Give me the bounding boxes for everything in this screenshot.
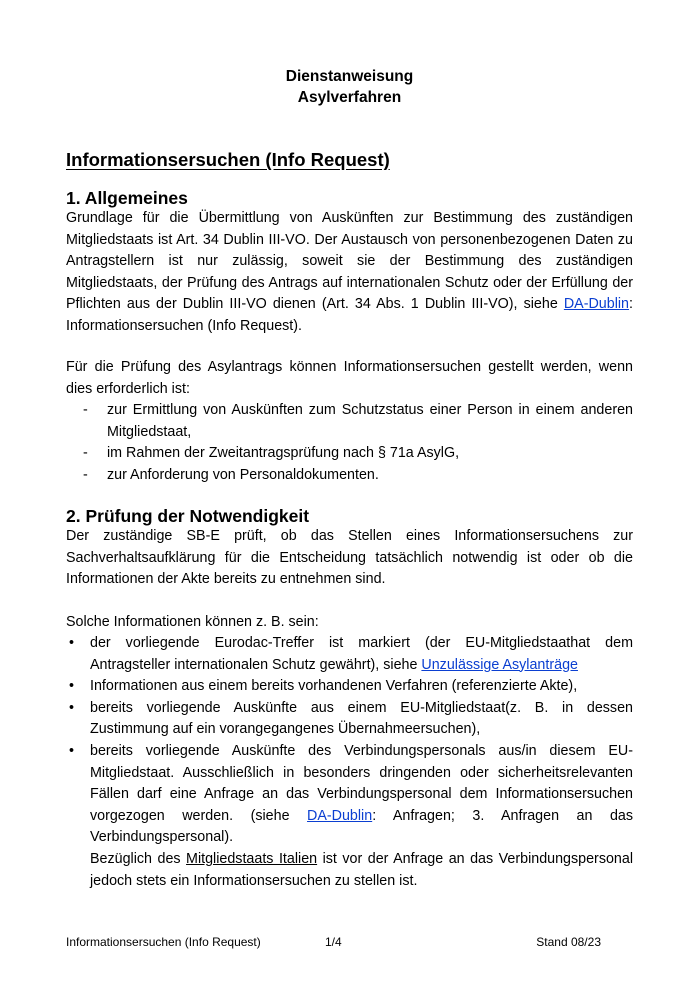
list-item-text: zur Anforderung von Personaldokumenten. bbox=[107, 466, 379, 483]
heading-pruefung-notwendigkeit: 2. Prüfung der Notwendigkeit bbox=[66, 506, 310, 526]
dash-list bbox=[66, 400, 633, 486]
list-item-continuation-pre: Bezüglich des bbox=[90, 850, 187, 867]
list-item-text: bereits vorliegende Auskünfte aus einem EU-Mitgliedstaat(z. B. in dessen Zustimmung auf ein vorangegangenes Übernahmeersuchen), bbox=[90, 699, 633, 738]
list-item-tail: : Anfragen; 3. Anfragen an das Verbindungspersonal). bbox=[90, 807, 633, 846]
document-header bbox=[66, 66, 633, 108]
header-line-2: Asylverfahren bbox=[297, 89, 402, 106]
list-item-text: der vorliegende Eurodac-Treffer ist markiert (der EU-Mitgliedstaathat dem Antragsteller internationalen Schutz gewährt), siehe bbox=[90, 635, 633, 673]
paragraph-sb-e-prueft: Der zuständige SB-E prüft, ob das Stellen eines Informationsersuchens zur Sachverhaltsaufklärung für die Entscheidung tatsächlich notwendig ist oder ob die Informationen der Akte bereits zu entnehmen sind. bbox=[66, 528, 633, 588]
bullet-marker: • bbox=[69, 635, 75, 651]
link-da-dublin-1[interactable]: DA-Dublin bbox=[563, 296, 630, 313]
list-item bbox=[66, 465, 633, 487]
list-item-text: bereits vorliegende Auskünfte des Verbindungspersonals aus/in diesem EU-Mitgliedstaat. Ausschließlich in besonders dringenden oder sicherheitsrelevanten Fällen darf eine Anfrage an das Verbindungspersonal dem Informationsersuchen vorgezogen werden. (siehe bbox=[90, 742, 633, 824]
bullet-list bbox=[66, 633, 633, 892]
paragraph-grundlage-tail: : Informationsersuchen (Info Request). bbox=[66, 296, 633, 334]
link-da-dublin-2[interactable]: DA-Dublin bbox=[307, 807, 373, 824]
footer-title: Informationsersuchen (Info Request) bbox=[66, 935, 261, 949]
list-item-text: Informationen aus einem bereits vorhandenen Verfahren (referenzierte Akte), bbox=[90, 678, 578, 695]
header-line-1: Dienstanweisung bbox=[285, 68, 414, 85]
list-item-continuation-post: ist vor der Anfrage an das Verbindungspersonal jedoch stets ein Informationsersuchen zu stellen ist. bbox=[90, 850, 633, 889]
bullet-marker: • bbox=[69, 678, 75, 695]
dash-marker: - bbox=[83, 402, 88, 418]
list-item bbox=[66, 698, 633, 741]
list-item bbox=[66, 400, 633, 443]
paragraph-pruefung-asylantrag: Für die Prüfung des Asylantrags können Informationsersuchen gestellt werden, wenn dies erforderlich ist: bbox=[66, 359, 633, 397]
dash-marker: - bbox=[83, 466, 88, 483]
footer-version: Stand 08/23 bbox=[536, 935, 601, 949]
list-item bbox=[66, 633, 633, 676]
page-title: Informationsersuchen (Info Request) bbox=[66, 149, 390, 170]
bullet-marker: • bbox=[69, 742, 75, 759]
bullet-marker: • bbox=[69, 699, 75, 716]
underlined-mitgliedstaat-italien: Mitgliedstaats Italien bbox=[186, 850, 318, 867]
paragraph-informationen-intro: Solche Informationen können z. B. sein: bbox=[66, 614, 319, 630]
paragraph-grundlage-text: Grundlage für die Übermittlung von Auskünften zur Bestimmung des zuständigen Mitgliedstaats ist Art. 34 Dublin III-VO. Der Austausch von personenbezogenen Daten zu Antragstellern ist nur zulässig, soweit sie der Bestimmung des zuständigen Mitgliedstaats, der Prüfung des Antrags auf internationalen Schutz oder der Erfüllung der Pflichten aus der Dublin III-VO dienen (Art. 34 Abs. 1 Dublin III-VO), siehe bbox=[66, 210, 633, 313]
heading-allgemeines: 1. Allgemeines bbox=[66, 188, 188, 208]
footer-page-number: 1/4 bbox=[325, 935, 342, 949]
list-item bbox=[66, 676, 633, 698]
link-unzulaessige-asylantraege[interactable]: Unzulässige Asylanträge bbox=[421, 656, 578, 673]
list-item-text: im Rahmen der Zweitantragsprüfung nach § 71a AsylG, bbox=[107, 445, 460, 462]
list-item bbox=[66, 443, 633, 465]
dash-marker: - bbox=[83, 445, 88, 462]
list-item-text: zur Ermittlung von Auskünften zum Schutzstatus einer Person in einem anderen Mitgliedstaat, bbox=[107, 402, 633, 440]
paragraph-grundlage bbox=[66, 208, 633, 338]
list-item bbox=[66, 741, 633, 892]
